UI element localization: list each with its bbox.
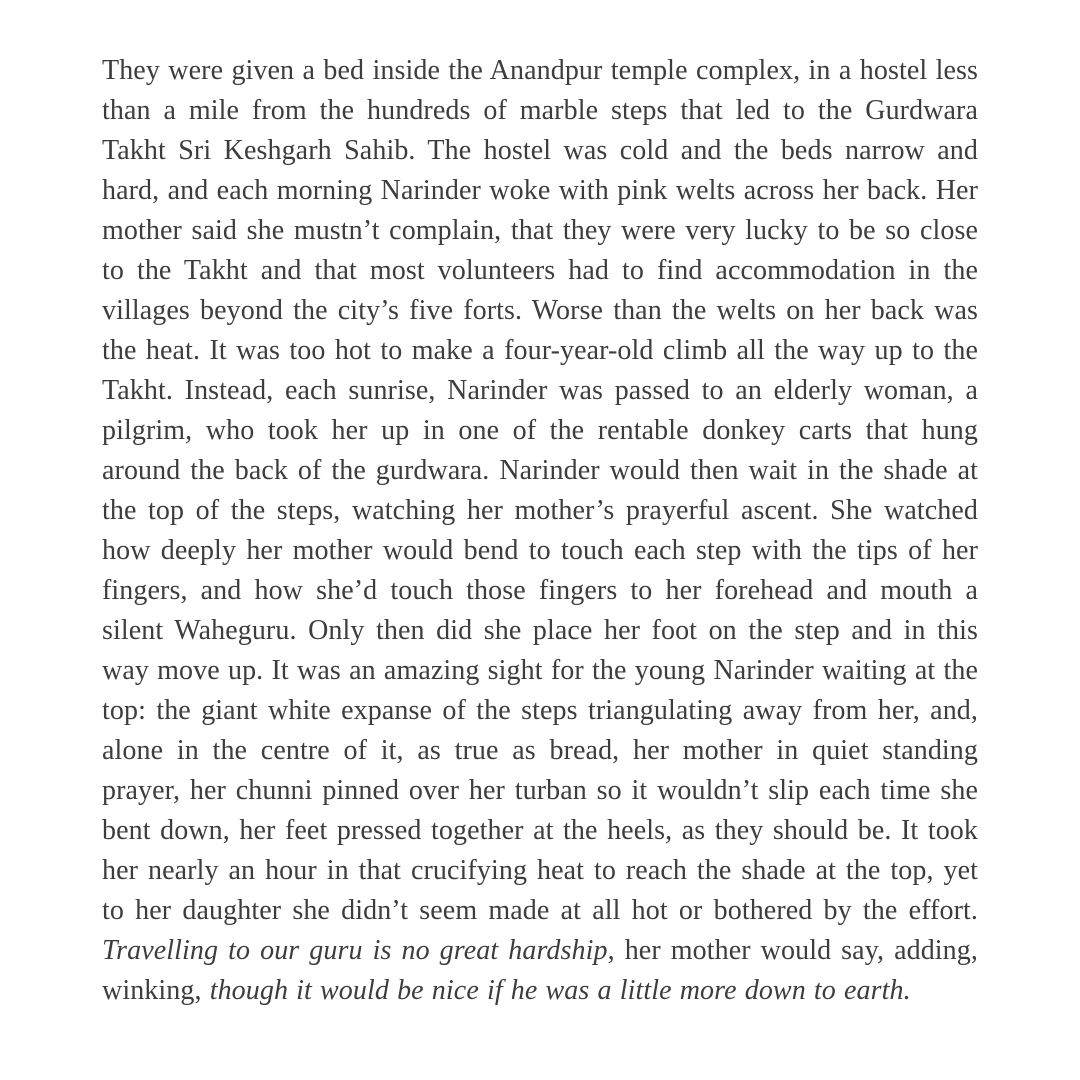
text-run-narrative-2: , her mother would say, adding, winking, [102,935,978,1006]
text-run-italic-quote-1: Travelling to our guru is no great hardship [102,935,608,966]
body-text-paragraph [102,51,978,1011]
text-run-narrative-1: They were given a bed inside the Anandpur temple complex, in a hostel less than a mile from the hundreds of marble steps that led to the Gurdwara Takht Sri Keshgarh Sahib. The hostel was cold and the beds narrow and hard, and each morning Narinder woke with pink welts across her back. Her mother said she mustn’t complain, that they were very lucky to be so close to the Takht and that most volunteers had to find accommodation in the villages beyond the city’s five forts. Worse than the welts on her back was the heat. It was too hot to make a four-year-old climb all the way up to the Takht. Instead, each sunrise, Narinder was passed to an elderly woman, a pilgrim, who took her up in one of the rentable donkey carts that hung around the back of the gurdwara. Narinder would then wait in the shade at the top of the steps, watching her mother’s prayerful ascent. She watched how deeply her mother would bend to touch each step with the tips of her fingers, and how she’d touch those fingers to her forehead and mouth a silent Waheguru. Only then did she place her foot on the step and in this way move up. It was an amazing sight for the young Narinder waiting at the top: the giant white expanse of the steps triangulating away from her, and, alone in the centre of it, as true as bread, her mother in quiet standing prayer, her chunni pinned over her turban so it wouldn’t slip each time she bent down, her feet pressed together at the heels, as they should be. It took her nearly an hour in that crucifying heat to reach the shade at the top, yet to her daughter she didn’t seem made at all hot or bothered by the effort. [102,55,978,926]
text-run-italic-quote-2: though it would be nice if he was a little more down to earth. [209,975,911,1006]
